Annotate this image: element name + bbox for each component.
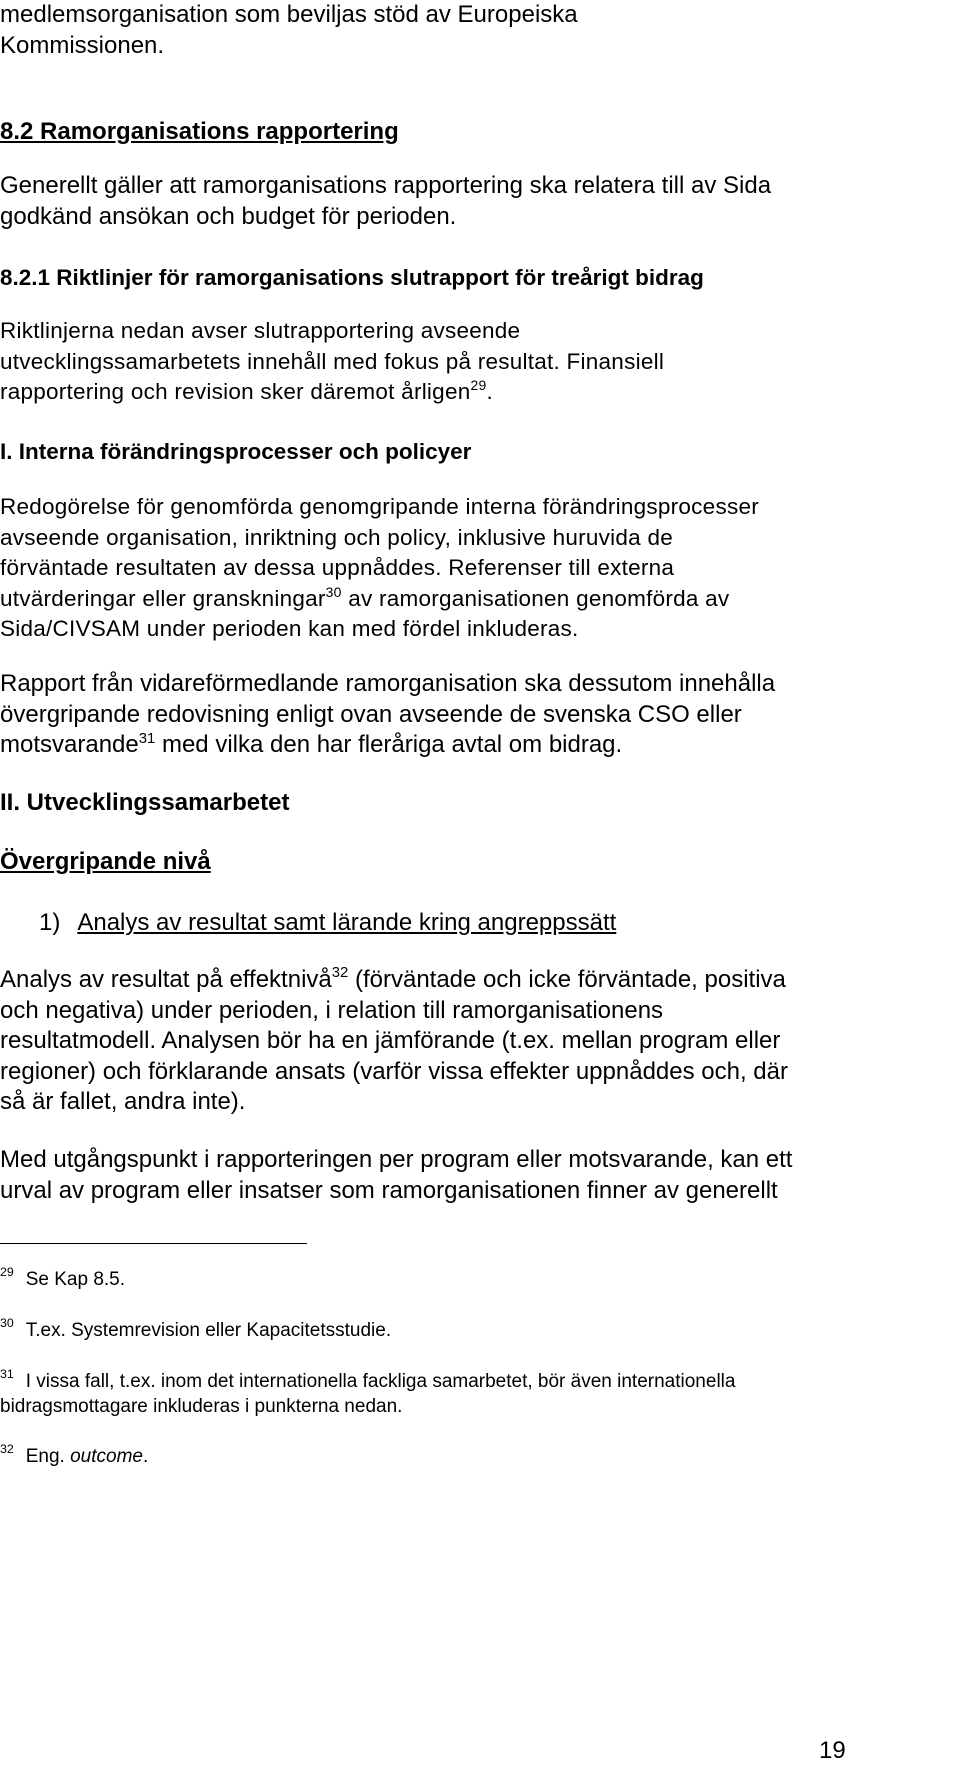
footnote-text: I vissa fall, t.ex. inom det internationella fackliga samarbetet, bör även internationella	[25, 1371, 736, 1392]
footnote-line	[0, 1366, 736, 1394]
item-label: Analys av resultat samt lärande kring angreppssätt	[77, 909, 617, 936]
part-ii-heading: II. Utvecklingssamarbetet	[0, 789, 290, 816]
footnote-text: .	[142, 1446, 149, 1467]
intro-paragraph	[0, 0, 578, 61]
text-span: utvärderingar eller granskningar	[0, 585, 326, 611]
footnote-30	[0, 1315, 392, 1343]
section-8-2-paragraph	[0, 171, 771, 232]
paragraph-line	[0, 730, 775, 761]
paragraph-line: regioner) och förklarande ansats (varför vissa effekter uppnåddes och, där	[0, 1057, 788, 1085]
footnote-number: 31	[0, 1366, 14, 1381]
text-span: Analys av resultat på effektnivå	[0, 966, 332, 993]
section-8-2-heading: 8.2 Ramorganisations rapportering	[0, 118, 399, 145]
intro-line: Kommissionen.	[0, 31, 165, 59]
paragraph-line: förväntade resultaten av dessa uppnåddes. Referenser till externa	[0, 555, 675, 581]
section-8-2-1-heading: 8.2.1 Riktlinjer för ramorganisations slutrapport för treårigt bidrag	[0, 265, 704, 290]
text-span: motsvarande	[0, 731, 139, 759]
footnote-32	[0, 1441, 149, 1469]
paragraph-line: Riktlinjerna nedan avser slutrapportering avseende	[0, 318, 521, 343]
paragraph-line: så är fallet, andra inte).	[0, 1088, 246, 1116]
footnote-emphasis: outcome	[70, 1446, 143, 1467]
part-ii-paragraph-2	[0, 1145, 792, 1206]
footnote-29	[0, 1264, 126, 1292]
page-number: 19	[819, 1737, 846, 1764]
footnote-ref-30[interactable]: 30	[325, 583, 342, 600]
part-i-paragraph-2	[0, 669, 775, 761]
part-i-heading: I. Interna förändringsprocesser och policyer	[0, 439, 472, 464]
text-span: .	[486, 379, 494, 405]
paragraph-line	[0, 377, 664, 408]
paragraph-line: Sida/CIVSAM under perioden kan med fördel inkluderas.	[0, 616, 579, 642]
footnote-text: Se Kap 8.5.	[25, 1269, 126, 1290]
part-ii-subheading: Övergripande nivå	[0, 848, 211, 875]
intro-line: medlemsorganisation som beviljas stöd av Europeiska	[0, 1, 578, 28]
paragraph-line: och negativa) under perioden, i relation till ramorganisationens	[0, 996, 664, 1024]
paragraph-line: Generellt gäller att ramorganisations rapportering ska relatera till av Sida	[0, 172, 772, 199]
paragraph-line: urval av program eller insatser som ramorganisationen finner av generellt	[0, 1176, 778, 1204]
item-number: 1)	[39, 909, 61, 936]
paragraph-line: övergripande redovisning enligt ovan avseende de svenska CSO eller	[0, 700, 742, 728]
text-span: rapportering och revision sker däremot årligen	[0, 379, 471, 405]
paragraph-line: avseende organisation, inriktning och policy, inklusive huruvida de	[0, 524, 673, 550]
part-ii-paragraph-1	[0, 965, 788, 1118]
paragraph-line: godkänd ansökan och budget för perioden.	[0, 202, 457, 230]
footnote-ref-31[interactable]: 31	[138, 730, 156, 747]
text-span: av ramorganisationen genomförda av	[341, 585, 730, 611]
footnote-31	[0, 1366, 736, 1419]
paragraph-line: Rapport från vidareförmedlande ramorganisation ska dessutom innehålla	[0, 670, 776, 697]
footnote-line: bidragsmottagare inkluderas i punkterna nedan.	[0, 1396, 403, 1417]
numbered-item-1	[39, 908, 616, 938]
footnote-text: Eng.	[25, 1446, 71, 1467]
text-span: (förväntade och icke förväntade, positiva	[348, 966, 786, 993]
footnote-ref-32[interactable]: 32	[331, 965, 349, 982]
paragraph-line: utvecklingssamarbetets innehåll med fokus på resultat. Finansiell	[0, 348, 665, 374]
part-i-paragraph-1	[0, 492, 759, 645]
text-span: med vilka den har fleråriga avtal om bidrag.	[155, 731, 623, 759]
paragraph-line: Redogörelse för genomförda genomgripande interna förändringsprocesser	[0, 494, 759, 519]
paragraph-line: Med utgångspunkt i rapporteringen per program eller motsvarande, kan ett	[0, 1146, 793, 1173]
footnote-text: T.ex. Systemrevision eller Kapacitetsstudie.	[25, 1320, 392, 1341]
footnote-number: 32	[0, 1441, 14, 1456]
footnote-ref-29[interactable]: 29	[470, 377, 487, 394]
paragraph-line	[0, 965, 788, 996]
footnote-number: 29	[0, 1264, 14, 1279]
footnote-separator	[0, 1243, 307, 1244]
section-8-2-1-paragraph	[0, 316, 664, 408]
footnote-number: 30	[0, 1315, 14, 1330]
paragraph-line: resultatmodell. Analysen bör ha en jämförande (t.ex. mellan program eller	[0, 1027, 781, 1055]
paragraph-line	[0, 584, 759, 615]
